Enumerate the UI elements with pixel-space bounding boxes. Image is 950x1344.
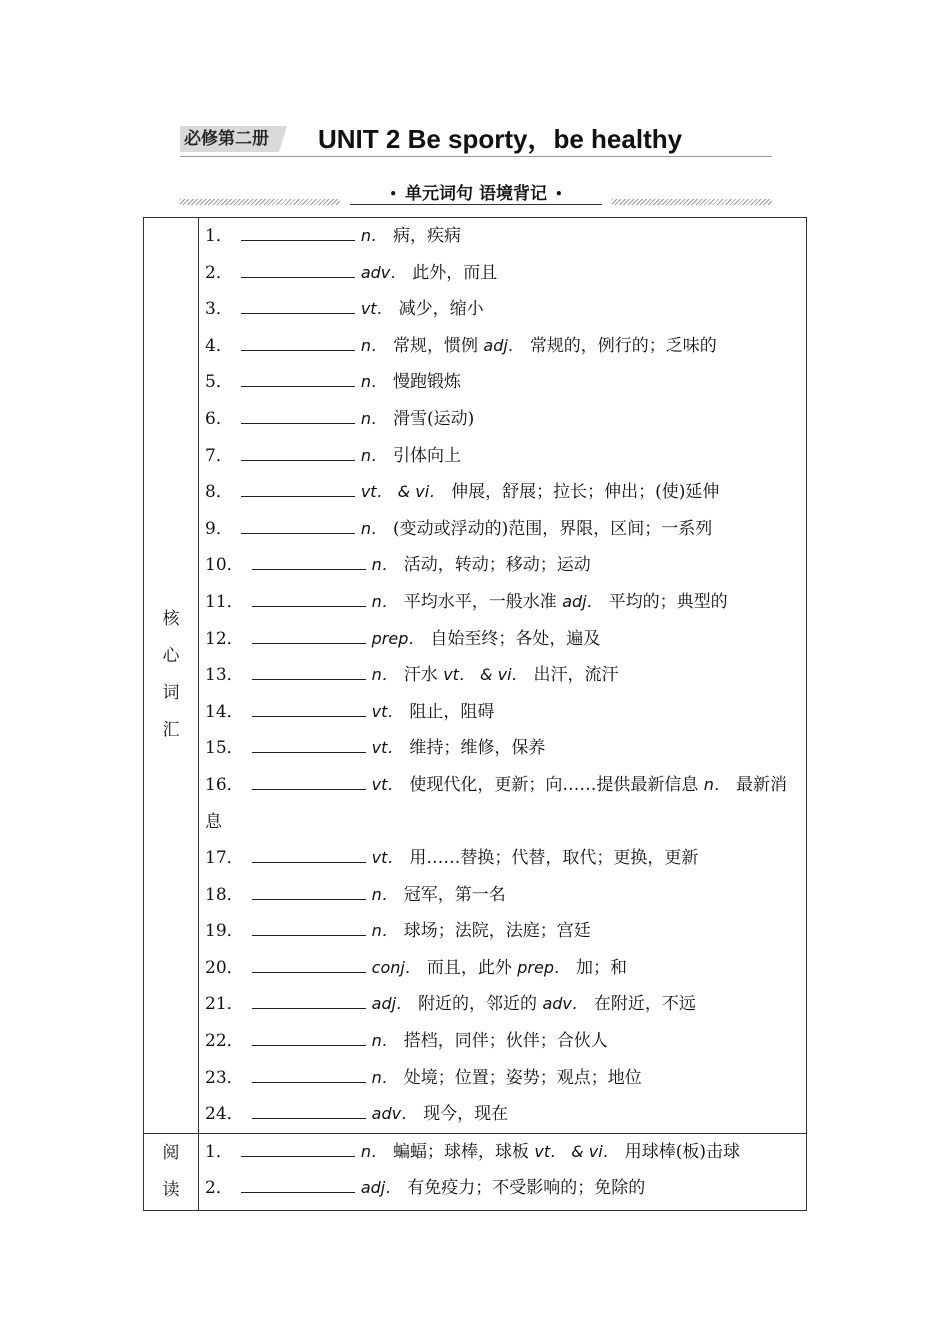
definition: 阻止，阻碍 bbox=[409, 701, 495, 722]
part-of-speech: n． bbox=[360, 518, 387, 538]
part-of-speech: n． bbox=[360, 226, 387, 245]
item-number: 15． bbox=[205, 738, 244, 759]
section-title bbox=[340, 182, 612, 206]
definition: 自始至终；各处，遍及 bbox=[430, 628, 601, 649]
answer-blank[interactable] bbox=[252, 775, 366, 790]
item-number: 10． bbox=[205, 555, 244, 576]
vocab-item bbox=[205, 986, 800, 1023]
item-number: 20． bbox=[205, 957, 244, 978]
part-of-speech: n． bbox=[371, 1031, 398, 1051]
definition: (变动或浮动的)范围，界限，区间；一系列 bbox=[392, 518, 713, 539]
definition: 使现代化，更新；向……提供最新信息 bbox=[409, 774, 704, 795]
item-number: 19． bbox=[205, 921, 244, 942]
item-number: 2． bbox=[205, 262, 233, 283]
category-char: 词 bbox=[162, 683, 180, 704]
answer-blank[interactable] bbox=[252, 702, 366, 717]
unit-title: UNIT 2 Be sporty，be healthy bbox=[318, 124, 683, 154]
part-of-speech: adv． bbox=[360, 262, 407, 282]
definition: 处境；位置；姿势；观点；地位 bbox=[403, 1067, 642, 1088]
definition: 活动，转动；移动；运动 bbox=[403, 555, 591, 576]
part-of-speech: n． bbox=[360, 445, 387, 465]
part-of-speech: prep． bbox=[371, 628, 425, 648]
vocab-item bbox=[205, 511, 800, 548]
part-of-speech: n． bbox=[371, 591, 398, 611]
dot-icon: • bbox=[554, 187, 563, 201]
vocab-item bbox=[205, 913, 800, 950]
definition: 用……替换；代替，取代；更换，更新 bbox=[409, 848, 699, 869]
part-of-speech: n． bbox=[360, 335, 387, 355]
vocab-table bbox=[143, 217, 807, 1211]
vocab-item bbox=[205, 950, 800, 987]
definition: 用球棒(板)击球 bbox=[624, 1141, 740, 1162]
answer-blank[interactable] bbox=[241, 372, 355, 387]
vocab-item bbox=[205, 584, 800, 621]
part-of-speech: conj． bbox=[371, 957, 421, 977]
definition: 维持；维修，保养 bbox=[409, 738, 546, 759]
answer-blank[interactable] bbox=[241, 1178, 355, 1193]
answer-blank[interactable] bbox=[252, 1104, 366, 1119]
part-of-speech: adv． bbox=[542, 994, 588, 1014]
part-of-speech: prep． bbox=[517, 957, 570, 977]
part-of-speech: n． bbox=[360, 1141, 387, 1161]
item-number: 13． bbox=[205, 665, 244, 686]
definition: 引体向上 bbox=[392, 445, 461, 466]
reading-row bbox=[144, 1133, 807, 1210]
definition: 球场；法院，法庭；宫廷 bbox=[403, 921, 591, 942]
definition: 出汗，流汗 bbox=[533, 665, 619, 686]
definition: 减少，缩小 bbox=[398, 299, 484, 320]
vocab-item bbox=[205, 621, 800, 658]
answer-blank[interactable] bbox=[241, 482, 355, 497]
item-number: 22． bbox=[205, 1031, 244, 1052]
item-number: 18． bbox=[205, 884, 244, 905]
core-items bbox=[199, 218, 807, 1134]
part-of-speech: n． bbox=[371, 884, 398, 904]
answer-blank[interactable] bbox=[252, 738, 366, 753]
vocab-item bbox=[205, 401, 800, 438]
answer-blank[interactable] bbox=[241, 263, 355, 278]
definition: 汗水 bbox=[403, 665, 444, 686]
definition: 在附近，不远 bbox=[593, 994, 696, 1015]
vocab-item bbox=[205, 328, 800, 365]
item-number: 24． bbox=[205, 1104, 244, 1125]
part-of-speech: vt． bbox=[371, 774, 404, 794]
item-number: 8． bbox=[205, 482, 233, 503]
definition: 最新消息 bbox=[205, 774, 787, 832]
vocab-item bbox=[205, 730, 800, 767]
definition: 蝙蝠；球棒，球板 bbox=[392, 1141, 535, 1162]
page-header bbox=[180, 122, 772, 158]
part-of-speech: n． bbox=[360, 372, 387, 392]
category-char: 心 bbox=[162, 646, 180, 667]
part-of-speech: n． bbox=[371, 665, 398, 685]
answer-blank[interactable] bbox=[241, 336, 355, 351]
definition: 常规的，例行的；乏味的 bbox=[529, 335, 717, 356]
part-of-speech: adj． bbox=[483, 335, 524, 355]
vocab-item bbox=[205, 1023, 800, 1060]
answer-blank[interactable] bbox=[241, 446, 355, 461]
item-number: 4． bbox=[205, 335, 233, 356]
item-number: 17． bbox=[205, 848, 244, 869]
category-char: 汇 bbox=[162, 720, 180, 741]
dot-icon: • bbox=[389, 187, 398, 201]
definition: 而且，此外 bbox=[426, 957, 518, 978]
part-of-speech: adj． bbox=[562, 591, 603, 611]
definition: 现今，现在 bbox=[423, 1104, 509, 1125]
definition: 平均的；典型的 bbox=[608, 591, 728, 612]
core-category-label bbox=[144, 218, 199, 1134]
part-of-speech: n． bbox=[360, 408, 387, 428]
part-of-speech: n． bbox=[703, 774, 730, 794]
definition: 常规，惯例 bbox=[392, 335, 484, 356]
vocab-item bbox=[205, 840, 800, 877]
vocab-item bbox=[205, 474, 800, 511]
vocab-item bbox=[205, 694, 800, 731]
definition: 此外，而且 bbox=[412, 262, 498, 283]
answer-blank[interactable] bbox=[252, 958, 366, 973]
answer-blank[interactable] bbox=[241, 519, 355, 534]
hatch-right bbox=[612, 199, 772, 205]
definition: 加；和 bbox=[575, 957, 627, 978]
part-of-speech: adj． bbox=[360, 1178, 402, 1198]
definition: 搭档，同伴；伙伴；合伙人 bbox=[403, 1031, 608, 1052]
definition: 伸展，舒展；拉长；伸出；(使)延伸 bbox=[451, 482, 720, 503]
section-title-text: 单元词句 语境背记 bbox=[405, 184, 547, 204]
part-of-speech: vt． & vi． bbox=[443, 665, 528, 685]
definition: 病，疾病 bbox=[392, 226, 461, 246]
vocab-item bbox=[205, 438, 800, 475]
part-of-speech: vt． bbox=[371, 738, 404, 758]
answer-blank[interactable] bbox=[252, 848, 366, 863]
part-of-speech: adv． bbox=[371, 1104, 418, 1124]
answer-blank[interactable] bbox=[252, 629, 366, 644]
vocab-item bbox=[205, 1134, 800, 1171]
vocab-item bbox=[205, 657, 800, 694]
definition: 慢跑锻炼 bbox=[392, 372, 461, 393]
vocab-item bbox=[205, 1060, 800, 1097]
definition: 滑雪(运动) bbox=[392, 408, 475, 429]
category-char: 读 bbox=[162, 1179, 180, 1200]
category-char: 阅 bbox=[162, 1142, 180, 1163]
answer-blank[interactable] bbox=[241, 299, 355, 314]
part-of-speech: n． bbox=[371, 1067, 398, 1087]
part-of-speech: n． bbox=[371, 921, 398, 941]
header-rule bbox=[180, 156, 772, 157]
item-number: 12． bbox=[205, 628, 244, 649]
vocab-item bbox=[205, 767, 800, 840]
vocab-item bbox=[205, 877, 800, 914]
item-number: 5． bbox=[205, 372, 233, 393]
part-of-speech: vt． & vi． bbox=[360, 482, 446, 502]
answer-blank[interactable] bbox=[241, 226, 355, 241]
vocab-item bbox=[205, 291, 800, 328]
vocab-item bbox=[205, 364, 800, 401]
hatch-left bbox=[180, 199, 340, 205]
vocab-item bbox=[205, 547, 800, 584]
answer-blank[interactable] bbox=[252, 592, 366, 607]
definition: 附近的，邻近的 bbox=[418, 994, 543, 1015]
answer-blank[interactable] bbox=[252, 665, 366, 680]
answer-blank[interactable] bbox=[252, 1031, 366, 1046]
part-of-speech: vt． bbox=[371, 701, 404, 721]
item-number: 1． bbox=[205, 1141, 233, 1162]
section-band bbox=[180, 180, 772, 210]
part-of-speech: vt． bbox=[371, 848, 404, 868]
item-number: 3． bbox=[205, 299, 233, 320]
book-tag: 必修第二册 bbox=[180, 126, 279, 152]
item-number: 2． bbox=[205, 1178, 233, 1199]
core-row bbox=[144, 218, 807, 1134]
definition: 冠军，第一名 bbox=[403, 884, 506, 905]
category-char: 核 bbox=[162, 609, 180, 630]
answer-blank[interactable] bbox=[241, 409, 355, 424]
item-number: 21． bbox=[205, 994, 244, 1015]
vocab-item bbox=[205, 1096, 800, 1133]
reading-items bbox=[199, 1133, 807, 1210]
part-of-speech: adj． bbox=[371, 994, 413, 1014]
vocab-item bbox=[205, 255, 800, 292]
item-number: 11． bbox=[205, 591, 244, 612]
answer-blank[interactable] bbox=[252, 921, 366, 936]
answer-blank[interactable] bbox=[252, 994, 366, 1009]
definition: 平均水平，一般水准 bbox=[403, 591, 563, 612]
part-of-speech: vt． bbox=[360, 299, 393, 319]
part-of-speech: n． bbox=[371, 555, 398, 575]
vocab-item bbox=[205, 1170, 800, 1207]
item-number: 16． bbox=[205, 774, 244, 795]
vocab-item bbox=[205, 218, 800, 255]
item-number: 7． bbox=[205, 445, 233, 466]
part-of-speech: vt． & vi． bbox=[534, 1141, 619, 1161]
item-number: 14． bbox=[205, 701, 244, 722]
answer-blank[interactable] bbox=[252, 555, 366, 570]
item-number: 6． bbox=[205, 408, 233, 429]
item-number: 9． bbox=[205, 518, 233, 539]
item-number: 1． bbox=[205, 226, 233, 246]
answer-blank[interactable] bbox=[241, 1142, 355, 1157]
reading-category-label bbox=[144, 1133, 199, 1210]
item-number: 23． bbox=[205, 1067, 244, 1088]
answer-blank[interactable] bbox=[252, 1068, 366, 1083]
definition: 有免疫力；不受影响的；免除的 bbox=[407, 1178, 646, 1199]
answer-blank[interactable] bbox=[252, 885, 366, 900]
